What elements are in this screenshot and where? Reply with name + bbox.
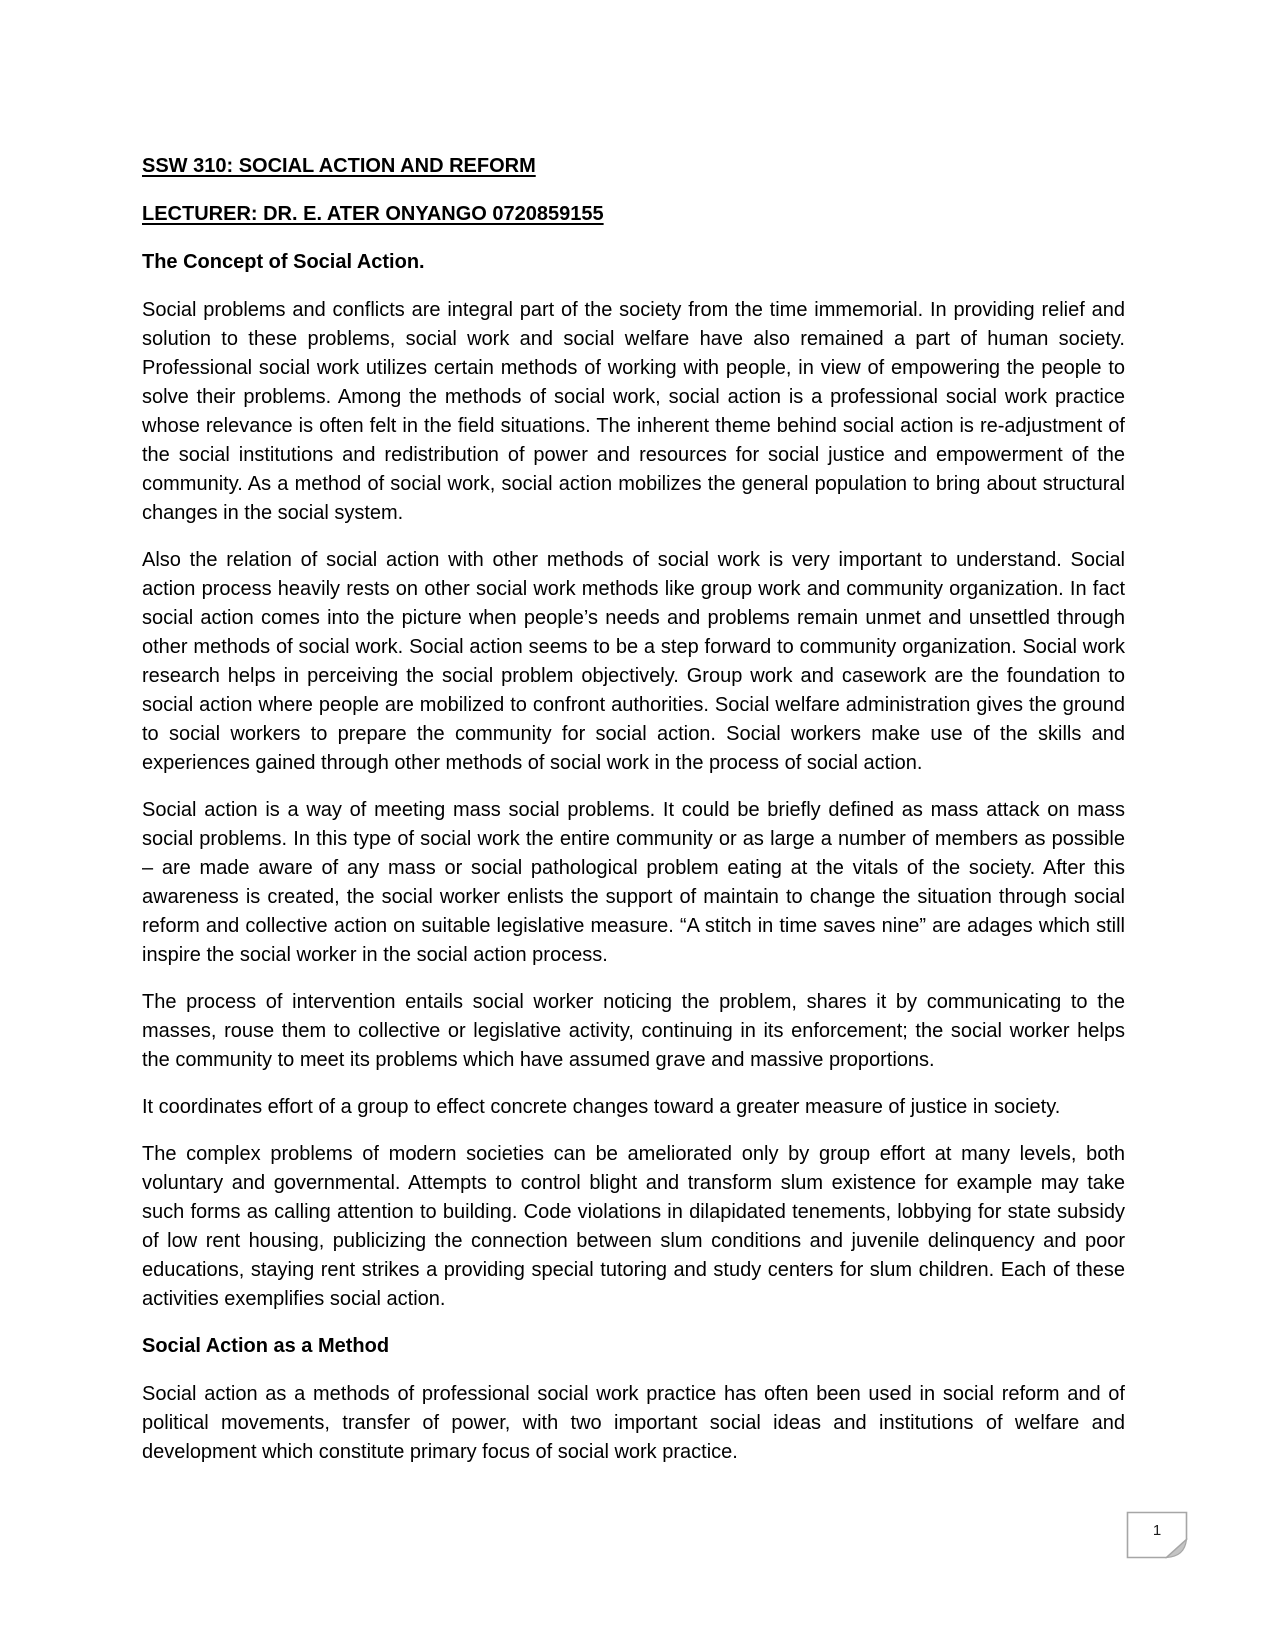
paragraph: Social problems and conflicts are integral part of the society from the time immemorial. In providing relief and solution to these problems, social work and social welfare have also remained a part of human society. Professional social work utilizes certain methods of working with people, in view of empowering the people to solve their problems. Among the methods of social work, social action is a professional social work practice whose relevance is often felt in the field situations. The inherent theme behind social action is re-adjustment of the social institutions and redistribution of power and resources for social justice and empowerment of the community. As a method of social work, social action mobilizes the general population to bring about structural changes in the social system. <box>142 299 1125 524</box>
course-title: SSW 310: SOCIAL ACTION AND REFORM <box>142 155 536 177</box>
lecturer-title: LECTURER: DR. E. ATER ONYANGO 0720859155 <box>142 203 604 225</box>
paragraph: It coordinates effort of a group to effect concrete changes toward a greater measure of justice in society. <box>142 1096 1061 1118</box>
paragraph: Social action is a way of meeting mass social problems. It could be briefly defined as mass attack on mass social problems. In this type of social work the entire community or as large a number of members as possible – are made aware of any mass or social pathological problem eating at the vitals of the society. After this awareness is created, the social worker enlists the support of maintain to change the situation through social reform and collective action on suitable legislative measure. “A stitch in time saves nine” are adages which still inspire the social worker in the social action process. <box>142 799 1125 966</box>
document-content <box>142 152 1125 1485</box>
paragraph: Also the relation of social action with other methods of social work is very important to understand. Social action process heavily rests on other social work methods like group work and community organization. In fact social action comes into the picture when people’s needs and problems remain unmet and unsettled through other methods of social work. Social action seems to be a step forward to community organization. Social work research helps in perceiving the social problem objectively. Group work and casework are the foundation to social action where people are mobilized to confront authorities. Social welfare administration gives the ground to social workers to prepare the community for social action. Social workers make use of the skills and experiences gained through other methods of social work in the process of social action. <box>142 549 1125 774</box>
page-number: 1 <box>1152 1522 1162 1539</box>
paragraph: The process of intervention entails social worker noticing the problem, shares it by communicating to the masses, rouse them to collective or legislative activity, continuing in its enforcement; the social worker helps the community to meet its problems which have assumed grave and massive proportions. <box>142 991 1125 1071</box>
page-number-badge <box>1126 1511 1188 1559</box>
section-heading-social-action-as-a-method: Social Action as a Method <box>142 1335 390 1357</box>
paragraph: Social action as a methods of professional social work practice has often been used in social reform and of political movements, transfer of power, with two important social ideas and institutions of welfare and development which constitute primary focus of social work practice. <box>142 1383 1125 1463</box>
paragraph: The complex problems of modern societies can be ameliorated only by group effort at many levels, both voluntary and governmental. Attempts to control blight and transform slum existence for example may take such forms as calling attention to building. Code violations in dilapidated tenements, lobbying for state subsidy of low rent housing, publicizing the connection between slum conditions and juvenile delinquency and poor educations, staying rent strikes a providing special tutoring and study centers for slum children. Each of these activities exemplifies social action. <box>142 1143 1125 1310</box>
section-heading-concept-of-social-action: The Concept of Social Action. <box>142 251 425 273</box>
